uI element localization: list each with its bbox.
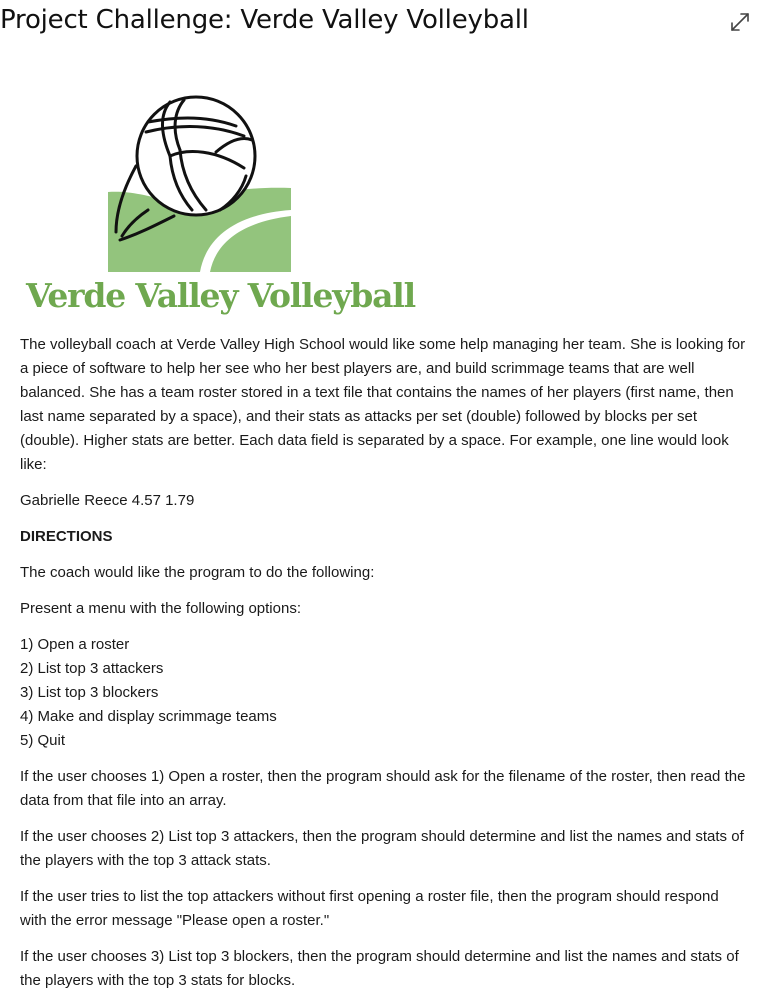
option2-paragraph: If the user chooses 2) List top 3 attackers, then the program should determine and list the names and stats of the players with the top 3 attack stats.	[20, 828, 744, 869]
page-title: Project Challenge: Verde Valley Volleyball	[0, 5, 529, 35]
expand-button[interactable]	[728, 10, 752, 34]
menu-options-list	[20, 633, 748, 753]
volleyball-logo-art	[20, 92, 310, 282]
menu-option: 5) Quit	[20, 732, 66, 749]
example-line: Gabrielle Reece 4.57 1.79	[20, 492, 195, 509]
menu-option: 1) Open a roster	[20, 636, 130, 653]
directions-intro: The coach would like the program to do the following:	[20, 564, 375, 581]
option1-paragraph: If the user chooses 1) Open a roster, then the program should ask for the filename of the roster, then read the data from that file into an array.	[20, 768, 746, 809]
menu-option: 4) Make and display scrimmage teams	[20, 708, 277, 725]
directions-heading: DIRECTIONS	[20, 528, 113, 545]
logo-wordmark: Verde Valley Volleyball	[26, 276, 415, 315]
menu-intro: Present a menu with the following options:	[20, 600, 301, 617]
verde-valley-logo	[20, 92, 420, 324]
menu-option: 3) List top 3 blockers	[20, 684, 159, 701]
page-header	[0, 0, 768, 44]
project-description	[20, 333, 748, 1005]
intro-paragraph: The volleyball coach at Verde Valley High School would like some help managing her team. She is looking for a piece of software to help her see who her best players are, and build scrimmage teams that are well balanced. She has a team roster stored in a text file that contains the names of her players (first name, then last name separated by a space), and their stats as attacks per set (double) followed by blocks per set (double). Higher stats are better. Each data field is separated by a space. For example, one line would look like:	[20, 336, 746, 473]
expand-arrows-icon	[728, 10, 752, 34]
option3-paragraph: If the user chooses 3) List top 3 blockers, then the program should determine and list the names and stats of the players with the top 3 stats for blocks.	[20, 948, 739, 989]
menu-option: 2) List top 3 attackers	[20, 660, 164, 677]
error-paragraph: If the user tries to list the top attackers without first opening a roster file, then the program should respond with the error message "Please open a roster."	[20, 888, 719, 929]
